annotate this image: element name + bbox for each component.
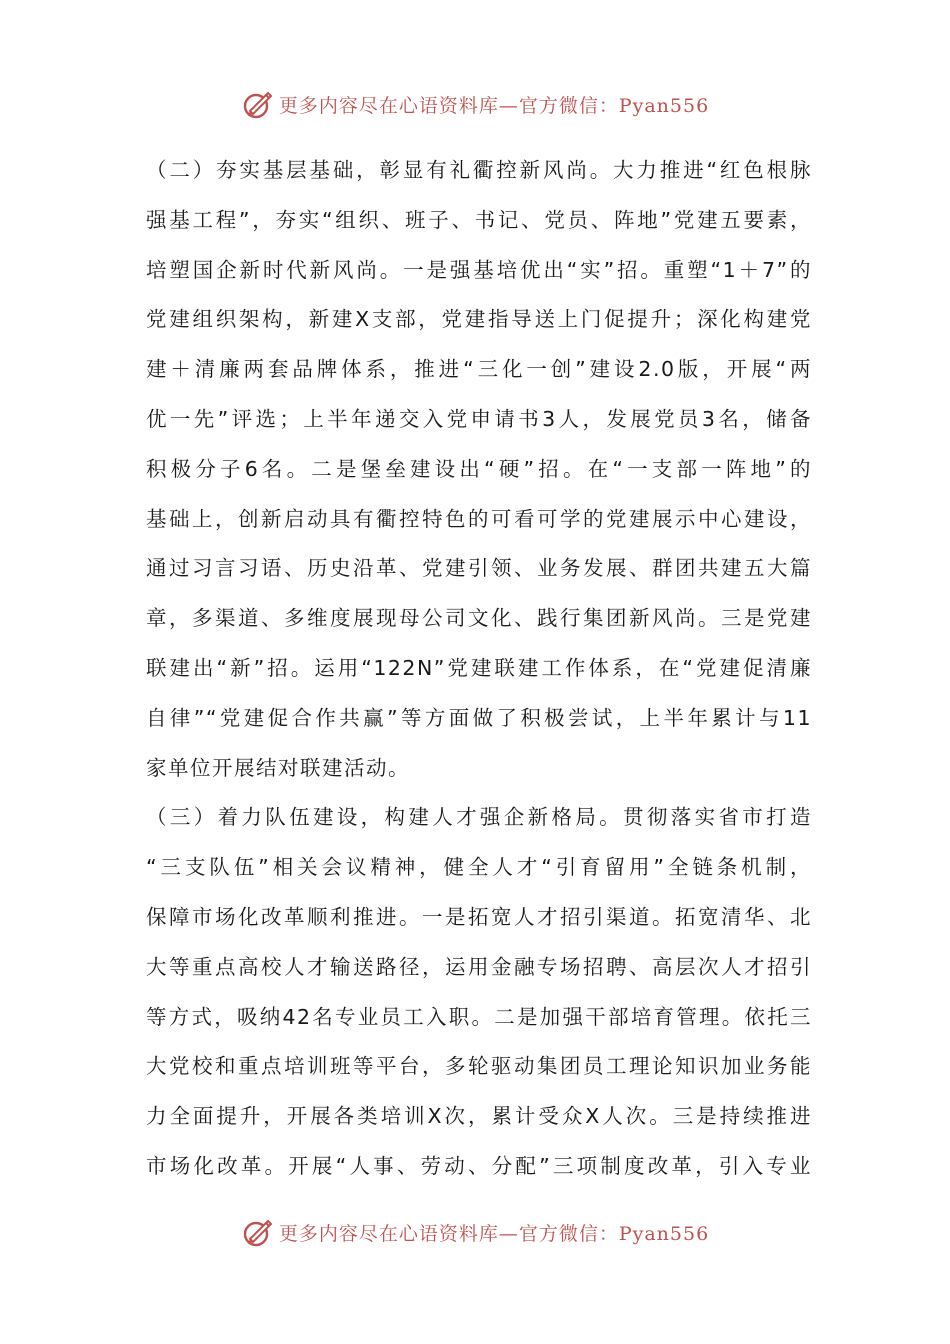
text-line: 大党校和重点培训班等平台，多轮驱动集团员工理论知识加业务能: [146, 1054, 812, 1079]
text-line: “三支队伍”相关会议精神，健全人才“引育留用”全链条机制，: [146, 855, 812, 880]
text-line: 等方式，吸纳42名专业员工入职。二是加强干部培育管理。依托三: [146, 1004, 812, 1029]
document-body: [146, 146, 812, 1192]
footer-watermark-text: 更多内容尽在心语资料库—官方微信：Pyan556: [278, 1222, 710, 1245]
text-line: 积极分子6名。二是堡垒建设出“硬”招。在“一支部一阵地”的: [146, 456, 812, 481]
text-line: 章，多渠道、多维度展现母公司文化、践行集团新风尚。三是党建: [146, 606, 812, 631]
header-watermark-banner: [0, 84, 950, 124]
text-line: 党建组织架构，新建X支部，党建指导送上门促提升；深化构建党: [146, 307, 812, 332]
pen-logo-icon: [241, 1215, 275, 1249]
text-line: 培塑国企新时代新风尚。一是强基培优出“实”招。重塑“1＋7”的: [146, 257, 812, 282]
paragraph-section-2: [146, 146, 812, 793]
pen-logo-icon: [241, 87, 275, 121]
header-watermark-text: 更多内容尽在心语资料库—官方微信：Pyan556: [278, 94, 710, 117]
text-line: 大等重点高校人才输送路径，运用金融专场招聘、高层次人才招引: [146, 954, 812, 979]
footer-watermark-banner: [0, 1212, 950, 1252]
text-line: 家单位开展结对联建活动。: [146, 755, 410, 780]
paragraph-section-3: [146, 793, 812, 1191]
text-line: 通过习言习语、历史沿革、党建引领、业务发展、群团共建五大篇: [146, 556, 812, 581]
text-line: 力全面提升，开展各类培训X次，累计受众X人次。三是持续推进: [146, 1104, 812, 1129]
text-line: 优一先”评选；上半年递交入党申请书3人，发展党员3名，储备: [146, 406, 812, 431]
text-line: 保障市场化改革顺利推进。一是拓宽人才招引渠道。拓宽清华、北: [146, 904, 812, 929]
text-line: 市场化改革。开展“人事、劳动、分配”三项制度改革，引入专业: [146, 1153, 812, 1178]
text-line: 强基工程”，夯实“组织、班子、书记、党员、阵地”党建五要素，: [146, 207, 812, 232]
text-line: 联建出“新”招。运用“122N”党建联建工作体系，在“党建促清廉: [146, 655, 812, 680]
text-line: 基础上，创新启动具有衢控特色的可看可学的党建展示中心建设，: [146, 506, 812, 531]
text-line: （二）夯实基层基础，彰显有礼衢控新风尚。大力推进“红色根脉: [146, 158, 812, 182]
text-line: （三）着力队伍建设，构建人才强企新格局。贯彻落实省市打造: [146, 805, 812, 830]
text-line: 自律”“党建促合作共赢”等方面做了积极尝试，上半年累计与11: [146, 705, 812, 730]
text-line: 建＋清廉两套品牌体系，推进“三化一创”建设2.0版，开展“两: [146, 357, 812, 382]
